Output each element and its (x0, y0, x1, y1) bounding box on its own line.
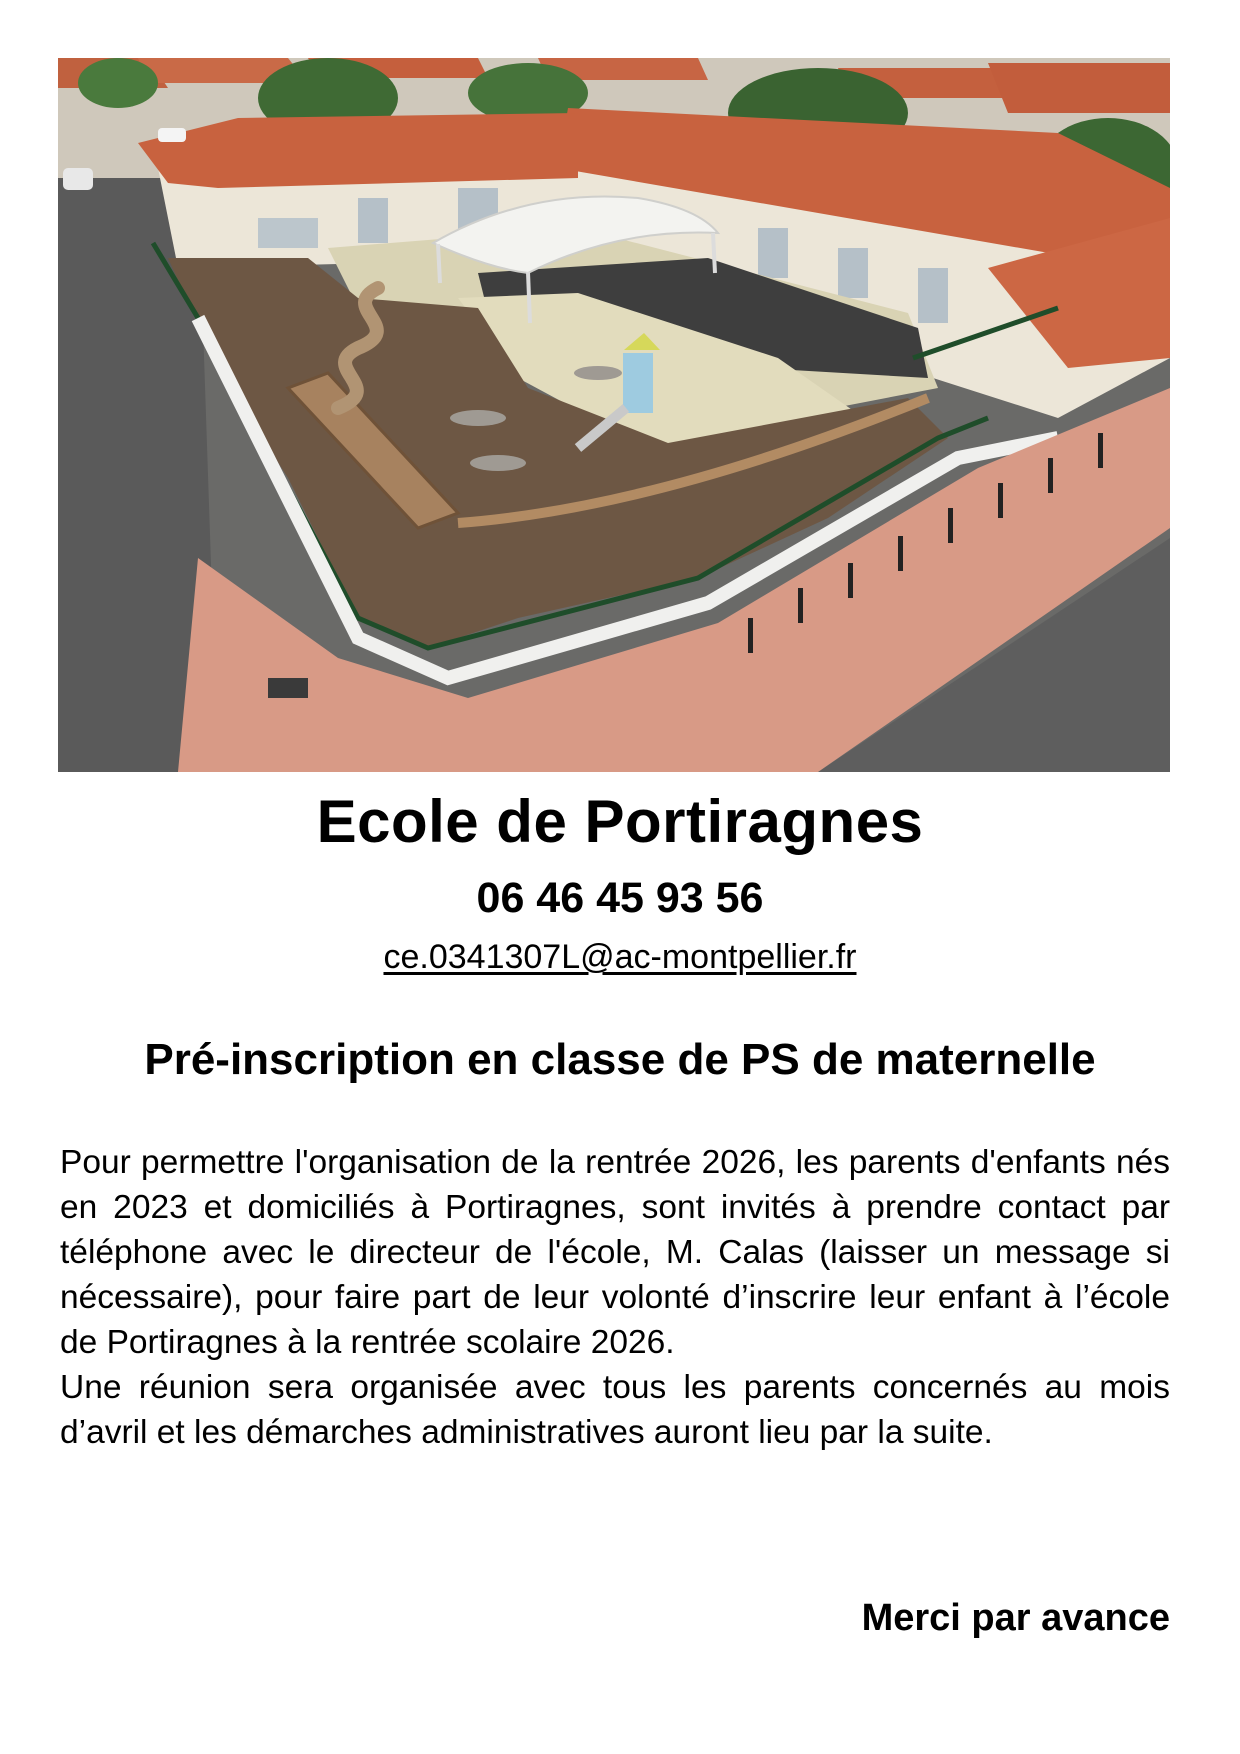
picnic-table (574, 366, 622, 380)
play-structure (623, 353, 653, 413)
school-aerial-illustration (58, 58, 1170, 772)
announcement-body (60, 1140, 1170, 1455)
window (758, 228, 788, 278)
picnic-table (470, 455, 526, 471)
body-paragraph-1: Pour permettre l'organisation de la rentrée 2026, les parents d'enfants nés en 2023 et domiciliés à Portiragnes, sont invités à prendre contact par téléphone avec le directeur de l'école, M. Calas (laisser un message si nécessaire), pour faire part de leur volonté d’inscrire leur enfant à l’école de Portiragnes à la rentrée scolaire 2026. (60, 1144, 1170, 1361)
canopy-post (713, 233, 715, 273)
school-aerial-photo (58, 58, 1170, 772)
window (838, 248, 868, 298)
body-paragraph-2: Une réunion sera organisée avec tous les parents concernés au mois d’avril et les démarches administratives auront lieu par la suite. (60, 1369, 1170, 1451)
window (918, 268, 948, 323)
email-link[interactable]: ce.0341307L@ac-montpellier.fr (383, 938, 857, 976)
school-name: Ecole de Portiragnes (316, 788, 924, 855)
tree (78, 58, 158, 108)
canopy-post (438, 244, 440, 283)
phone-number: 06 46 45 93 56 (476, 874, 764, 922)
house-roof (988, 63, 1170, 113)
drain-grate (268, 678, 308, 698)
closing-note: Merci par avance (861, 1597, 1170, 1639)
canopy-post (528, 272, 530, 323)
parked-car (63, 168, 93, 190)
window (358, 198, 388, 243)
announcement-title: Pré-inscription en classe de PS de maternelle (144, 1035, 1096, 1084)
window (258, 218, 318, 248)
email-line (0, 936, 1240, 978)
picnic-table (450, 410, 506, 426)
parked-car (158, 128, 186, 142)
